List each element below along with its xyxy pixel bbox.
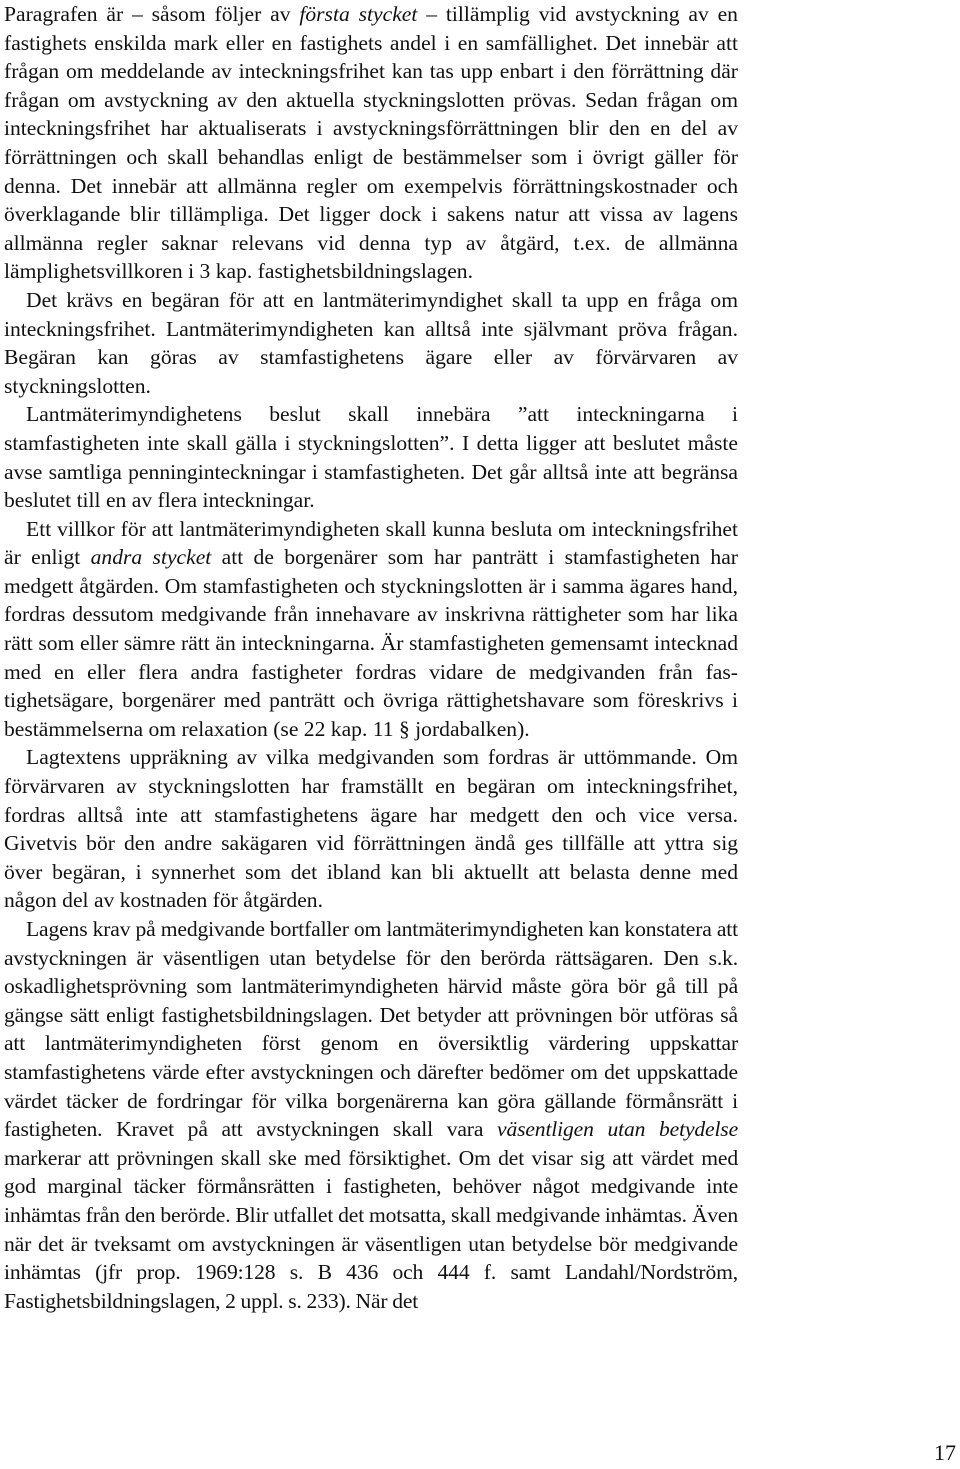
emphasized-text: andra stycket: [90, 545, 212, 570]
text-run: Lantmäterimyndighetens beslut skall innebära ”att inteckningarna i stamfastigheten inte skall gälla i styckningslotten”. I detta ligger att beslutet måste avse samtliga penninginteckningar i stamfastigheten. Det går alltså inte att begränsa beslutet till en av flera inteckningar.: [4, 402, 738, 513]
emphasized-text: väsentligen utan betydelse: [497, 1117, 738, 1142]
text-run: markerar att prövningen skall ske med försiktighet. Om det visar sig att värdet med god marginal täcker förmånsrätten i fastigheten, behöver något medgivande inte inhämtas från den berörde. Blir utfallet det motsatta, skall medgivande inhämtas. Även när det är tveksamt om avstyckningen är väsentligen utan betydelse bör medgivande inhämtas (jfr prop. 1969:128 s. B 436 och 444 f. samt Landahl/Nordström, Fastighetsbildningslagen, 2 uppl. s. 233). När det: [4, 1145, 738, 1313]
text-run: Det krävs en begäran för att en lantmäterimyndighet skall ta upp en fråga om inteckningsfrihet. Lantmäterimyndigheten kan alltså inte självmant pröva frågan. Begäran kan göras av stamfastighetens ägare eller av förvärvaren av styckningslotten.: [4, 287, 738, 398]
paragraph-consent-condition: [4, 515, 738, 744]
paragraph-exhaustive-list: [4, 743, 738, 915]
text-run: Lagens krav på medgivande bortfaller om lantmäterimyndigheten kan konstatera att avstyckningen är väsentligen utan betydelse för den berörda rättsägaren. Den s.k. oskadlighetsprövning som lantmäterimyndigheten härvid måste göra bör gå till på gängse sätt enligt fastighetsbildningslagen. Det betyder att prövningen bör utföras så att lantmäterimyndigheten först genom en översiktlig värdering uppskattar stamfastighetens värde efter avstyckningen och därefter bedömer om det uppskattade värdet täcker de fordringar för vilka borgenärerna kan göra gällande förmånsrätt i fastigheten. Kravet på att avstyckningen skall vara: [4, 917, 738, 1142]
paragraph-decision-scope: [4, 400, 738, 514]
text-run: Lagtextens uppräkning av vilka medgivanden som fordras är uttömmande. Om förvärvaren av styckningslotten har framställt en begäran om inteckningsfrihet, fordras alltså inte att stamfastighetens ägare har medgett den och vice versa. Givetvis bör den andre sakägaren vid förrättningen ändå ges tillfälle att yttra sig över begäran, i synnerhet som det ibland kan bli aktuellt att belasta denne med någon del av kostnaden för åtgärden.: [4, 745, 738, 913]
text-run: Paragrafen är – såsom följer av: [4, 2, 300, 26]
emphasized-text: första stycket: [299, 2, 418, 26]
document-page: [4, 0, 738, 1315]
text-run: – tillämplig vid avstyckning av en fastighets enskilda mark eller en fastighets andel i en samfällighet. Det innebär att frågan om meddelande av inteckningsfrihet kan tas upp enbart i den förrättning där frågan om avstyckning av den aktuella styckningslotten prövas. Sedan frågan om inteckningsfrihet har aktualiserats i avstyckningsförrättningen blir den en del av förrättningen och skall behandlas enligt de bestämmelser som i övrigt gäller för denna. Det innebär att allmänna regler om exempelvis förrättningskostnader och överklagande blir tillämpliga. Det ligger dock i sakens natur att vissa av lagens allmänna regler saknar relevans vid denna typ av åtgärd, t.ex. de allmänna lämplighetsvillkoren i 3 kap. fastighetsbildningslagen.: [4, 2, 738, 284]
paragraph-request-required: [4, 286, 738, 400]
text-run: att de borgenärer som har panträtt i stamfastigheten har medgett åtgärden. Om stamfastigheten och styckningslotten är i samma ägares hand, fordras dessutom medgivande från innehavare av inskrivna rättigheter som har lika rätt som eller sämre rätt än inteckningarna. Är stamfastigheten gemensamt intecknad med en eller flera andra fastigheter fordras vidare de medgivanden från fastighetsägare, borgenärer med panträtt och övriga rättighetshavare som föreskrivs i bestämmelserna om relaxation (se 22 kap. 11 § jordabalken).: [4, 545, 738, 741]
paragraph-harmlessness-test: [4, 915, 738, 1315]
paragraph-scope: [4, 0, 738, 286]
text-run: Ett villkor för att lantmäterimyndigheten skall kunna besluta om inteckningsfrihet är enligt: [4, 516, 738, 570]
page-number: 17: [934, 1440, 956, 1465]
